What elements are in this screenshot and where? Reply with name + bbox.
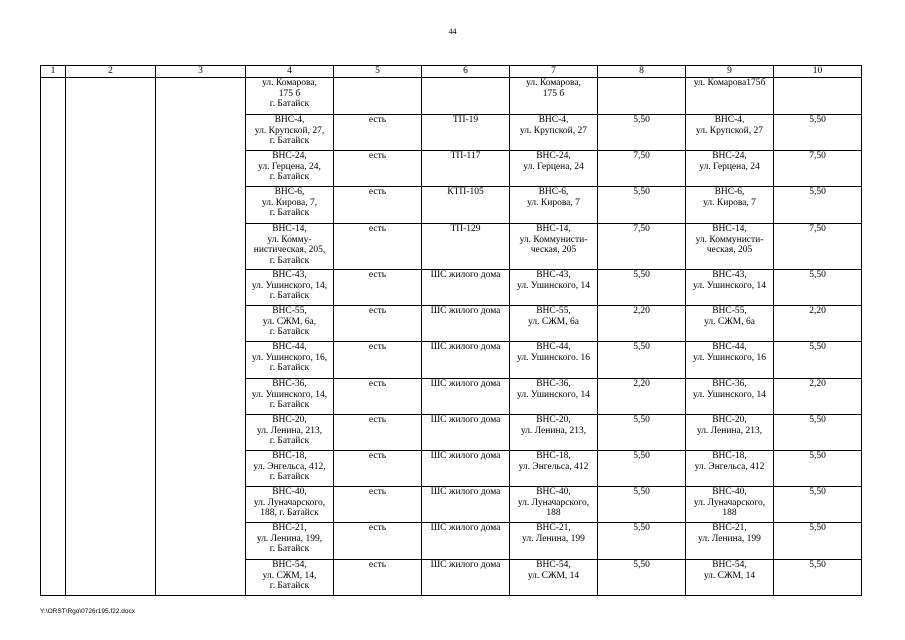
table-cell-col10	[774, 379, 862, 415]
table-cell-col8	[598, 115, 686, 151]
table-cell-col8	[598, 487, 686, 523]
column-header: 3	[156, 66, 246, 78]
table-cell-col1	[41, 306, 66, 342]
table-cell-col9	[686, 379, 774, 415]
column-header: 1	[41, 66, 66, 78]
table-cell-col8	[598, 78, 686, 115]
table-row	[41, 224, 862, 270]
table-cell-col10	[774, 451, 862, 487]
table-cell-col6	[422, 151, 510, 187]
table-cell-col4	[246, 187, 334, 224]
table-cell-col9	[686, 451, 774, 487]
cell-text: 5,50	[633, 115, 650, 125]
table-cell-col10	[774, 224, 862, 270]
table-cell-col6	[422, 224, 510, 270]
table-cell-col9	[686, 523, 774, 560]
table-cell-col5	[334, 523, 422, 560]
table-cell-col5	[334, 224, 422, 270]
cell-text: КТП-105	[447, 187, 484, 197]
table-row	[41, 415, 862, 451]
table-cell-col2	[66, 523, 156, 560]
cell-text: ВНС-43, ул. Ушинского, 14	[693, 270, 766, 291]
table-cell-col8	[598, 451, 686, 487]
table-cell-col1	[41, 78, 66, 115]
footer-file-path: Y:\ORST\Rgo\0726r195.f22.docx	[40, 608, 136, 615]
table-cell-col6	[422, 306, 510, 342]
table-cell-col10	[774, 415, 862, 451]
cell-text: есть	[368, 151, 387, 161]
cell-text: ВНС-20, ул. Ленина, 213, г. Батайск	[256, 415, 323, 446]
cell-text: ШС жилого дома	[430, 523, 501, 533]
table-cell-col8	[598, 523, 686, 560]
table-cell-col5	[334, 115, 422, 151]
cell-text: 2,20	[633, 306, 650, 316]
table-cell-col2	[66, 270, 156, 306]
column-header: 8	[598, 66, 686, 78]
table-cell-col9	[686, 270, 774, 306]
table-cell-col9	[686, 560, 774, 596]
table-cell-col5	[334, 78, 422, 115]
cell-text: ВНС-40, ул. Луначарского, 188	[517, 487, 590, 518]
cell-text: ВНС-21, ул. Ленина, 199	[522, 523, 585, 544]
table-body	[41, 78, 862, 596]
cell-text: 5,50	[809, 487, 826, 497]
table-cell-col7	[510, 224, 598, 270]
table-cell-col5	[334, 270, 422, 306]
table-cell-col10	[774, 487, 862, 523]
table-cell-col2	[66, 78, 156, 115]
cell-text: ШС жилого дома	[430, 451, 501, 461]
table-cell-col4	[246, 523, 334, 560]
table-cell-col5	[334, 487, 422, 523]
table-cell-col1	[41, 560, 66, 596]
table-cell-col8	[598, 306, 686, 342]
table-cell-col6	[422, 451, 510, 487]
table-row	[41, 115, 862, 151]
cell-text: 5,50	[633, 451, 650, 461]
cell-text: ВНС-20, ул. Ленина, 213,	[520, 415, 587, 436]
cell-text: есть	[368, 187, 387, 197]
cell-text: ВНС-36, ул. Ушинского, 14	[517, 379, 590, 400]
table-cell-col6	[422, 523, 510, 560]
table-cell-col4	[246, 270, 334, 306]
table-cell-col8	[598, 224, 686, 270]
table-row	[41, 342, 862, 379]
table-cell-col9	[686, 115, 774, 151]
table-cell-col6	[422, 560, 510, 596]
table-cell-col7	[510, 379, 598, 415]
document-table-wrap	[40, 65, 862, 596]
table-cell-col4	[246, 224, 334, 270]
cell-text: есть	[368, 224, 387, 234]
cell-text: 5,50	[809, 560, 826, 570]
cell-text: 5,50	[809, 270, 826, 280]
cell-text: ВНС-24, ул. Герцена, 24, г. Батайск	[258, 151, 321, 182]
table-cell-col10	[774, 187, 862, 224]
table-cell-col10	[774, 523, 862, 560]
table-cell-col2	[66, 224, 156, 270]
cell-text: есть	[368, 523, 387, 533]
table-cell-col10	[774, 270, 862, 306]
table-cell-col8	[598, 342, 686, 379]
table-cell-col10	[774, 115, 862, 151]
table-cell-col2	[66, 306, 156, 342]
cell-text: ВНС-21, ул. Ленина, 199	[698, 523, 761, 544]
table-cell-col6	[422, 379, 510, 415]
table-cell-col1	[41, 415, 66, 451]
table-cell-col4	[246, 379, 334, 415]
table-cell-col7	[510, 560, 598, 596]
table-cell-col9	[686, 78, 774, 115]
cell-text: 5,50	[633, 560, 650, 570]
table-cell-col2	[66, 451, 156, 487]
table-cell-col5	[334, 379, 422, 415]
cell-text: ВНС-43, ул. Ушинского, 14, г. Батайск	[251, 270, 328, 301]
table-cell-col3	[156, 224, 246, 270]
column-header: 9	[686, 66, 774, 78]
table-cell-col5	[334, 342, 422, 379]
table-cell-col3	[156, 379, 246, 415]
cell-text: ШС жилого дома	[430, 487, 501, 497]
cell-text: 2,20	[633, 379, 650, 389]
column-header: 5	[334, 66, 422, 78]
table-cell-col5	[334, 451, 422, 487]
cell-text: ШС жилого дома	[430, 415, 501, 425]
table-cell-col2	[66, 342, 156, 379]
table-cell-col10	[774, 560, 862, 596]
cell-text: ВНС-54, ул. СЖМ, 14	[527, 560, 580, 581]
cell-text: 5,50	[809, 187, 826, 197]
table-cell-col5	[334, 306, 422, 342]
table-cell-col1	[41, 187, 66, 224]
table-cell-col10	[774, 151, 862, 187]
table-cell-col4	[246, 560, 334, 596]
cell-text: ВНС-18, ул. Энгельса, 412	[694, 451, 765, 472]
cell-text: есть	[368, 115, 387, 125]
table-cell-col5	[334, 151, 422, 187]
cell-text: ВНС-40, ул. Луначарского, 188, г. Батайск	[253, 487, 326, 518]
table-row	[41, 151, 862, 187]
table-cell-col2	[66, 115, 156, 151]
cell-text: ул. Комарова175б	[693, 78, 766, 88]
table-cell-col9	[686, 487, 774, 523]
table-cell-col7	[510, 487, 598, 523]
cell-text: ВНС-54, ул. СЖМ, 14, г. Батайск	[262, 560, 317, 591]
table-cell-col3	[156, 270, 246, 306]
cell-text: ВНС-20, ул. Ленина, 213,	[696, 415, 763, 436]
table-cell-col10	[774, 78, 862, 115]
cell-text: ВНС-18, ул. Энгельса, 412	[518, 451, 589, 472]
table-cell-col3	[156, 342, 246, 379]
cell-text: 2,20	[809, 306, 826, 316]
cell-text: ТП-19	[452, 115, 479, 125]
column-header: 10	[774, 66, 862, 78]
table-cell-col6	[422, 187, 510, 224]
table-cell-col2	[66, 560, 156, 596]
table-cell-col4	[246, 151, 334, 187]
table-cell-col3	[156, 187, 246, 224]
table-cell-col3	[156, 151, 246, 187]
table-cell-col4	[246, 306, 334, 342]
cell-text: ШС жилого дома	[430, 560, 501, 570]
table-row	[41, 187, 862, 224]
table-cell-col6	[422, 487, 510, 523]
cell-text: ул. Комарова, 175 б г. Батайск	[262, 78, 317, 109]
cell-text: 5,50	[809, 115, 826, 125]
table-cell-col8	[598, 270, 686, 306]
cell-text: ТП-117	[450, 151, 481, 161]
table-cell-col7	[510, 342, 598, 379]
cell-text: есть	[368, 306, 387, 316]
table-cell-col4	[246, 487, 334, 523]
page-number: 44	[448, 27, 457, 36]
table-cell-col3	[156, 306, 246, 342]
column-header: 4	[246, 66, 334, 78]
cell-text: ВНС-6, ул. Кирова, 7, г. Батайск	[261, 187, 318, 218]
cell-text: ВНС-14, ул. Коммунисти- ческая, 205	[695, 224, 764, 255]
cell-text: ВНС-54, ул. СЖМ, 14	[703, 560, 756, 581]
table-cell-col8	[598, 415, 686, 451]
table-cell-col9	[686, 415, 774, 451]
table-cell-col1	[41, 487, 66, 523]
table-cell-col6	[422, 115, 510, 151]
cell-text: ВНС-6, ул. Кирова, 7	[527, 187, 580, 208]
cell-text: 5,50	[633, 523, 650, 533]
cell-text: 5,50	[809, 451, 826, 461]
table-cell-col7	[510, 151, 598, 187]
table-row	[41, 451, 862, 487]
table-row	[41, 560, 862, 596]
table-cell-col1	[41, 523, 66, 560]
cell-text: ВНС-55, ул. СЖМ, 6а	[704, 306, 755, 327]
table-cell-col2	[66, 187, 156, 224]
table-cell-col2	[66, 151, 156, 187]
table-row	[41, 487, 862, 523]
table-header-row	[41, 66, 862, 78]
table-cell-col2	[66, 379, 156, 415]
table-cell-col9	[686, 306, 774, 342]
cell-text: 5,50	[633, 487, 650, 497]
cell-text: ШС жилого дома	[430, 342, 501, 352]
table-cell-col10	[774, 342, 862, 379]
table-cell-col8	[598, 379, 686, 415]
table-cell-col7	[510, 415, 598, 451]
cell-text: ВНС-4, ул. Крупской, 27	[519, 115, 588, 136]
table-cell-col4	[246, 342, 334, 379]
cell-text: ВНС-44, ул. Ушинского. 16	[517, 342, 590, 363]
table-cell-col6	[422, 342, 510, 379]
cell-text: 5,50	[809, 523, 826, 533]
table-cell-col1	[41, 224, 66, 270]
cell-text: ВНС-55, ул. СЖМ, 6а	[528, 306, 579, 327]
cell-text: ВНС-14, ул. Коммунисти- ческая, 205	[519, 224, 588, 255]
table-cell-col10	[774, 306, 862, 342]
table-cell-col6	[422, 415, 510, 451]
table-cell-col9	[686, 342, 774, 379]
table-cell-col3	[156, 415, 246, 451]
table-cell-col8	[598, 560, 686, 596]
cell-text: ВНС-4, ул. Крупской, 27, г. Батайск	[254, 115, 325, 146]
cell-text: ВНС-21, ул. Ленина, 199, г. Батайск	[256, 523, 323, 554]
cell-text: 5,50	[809, 342, 826, 352]
table-cell-col3	[156, 523, 246, 560]
cell-text: есть	[368, 270, 387, 280]
cell-text: ВНС-44, ул. Ушинского, 16	[693, 342, 766, 363]
table-cell-col9	[686, 224, 774, 270]
table-cell-col2	[66, 487, 156, 523]
cell-text: ШС жилого дома	[430, 270, 501, 280]
cell-text: ВНС-36, ул. Ушинского, 14	[693, 379, 766, 400]
table-cell-col3	[156, 115, 246, 151]
cell-text: 5,50	[633, 342, 650, 352]
cell-text: 5,50	[809, 415, 826, 425]
table-cell-col5	[334, 415, 422, 451]
table-cell-col6	[422, 270, 510, 306]
cell-text: ВНС-24, ул. Герцена, 24	[699, 151, 760, 172]
cell-text: есть	[368, 415, 387, 425]
table-cell-col7	[510, 187, 598, 224]
table-cell-col3	[156, 451, 246, 487]
cell-text: ВНС-24, ул. Герцена, 24	[523, 151, 584, 172]
cell-text: ВНС-4, ул. Крупской, 27	[695, 115, 764, 136]
table-cell-col8	[598, 187, 686, 224]
column-header: 7	[510, 66, 598, 78]
table-cell-col3	[156, 487, 246, 523]
table-cell-col3	[156, 560, 246, 596]
table-cell-col6	[422, 78, 510, 115]
table-cell-col7	[510, 451, 598, 487]
cell-text: ВНС-36, ул. Ушинского, 14, г. Батайск	[251, 379, 328, 410]
table-row	[41, 306, 862, 342]
cell-text: ШС жилого дома	[430, 379, 501, 389]
table-cell-col4	[246, 415, 334, 451]
table-cell-col7	[510, 115, 598, 151]
cell-text: ВНС-44, ул. Ушинского, 16, г. Батайск	[251, 342, 328, 373]
cell-text: 2,20	[809, 379, 826, 389]
table-cell-col1	[41, 379, 66, 415]
cell-text: ВНС-43, ул. Ушинского, 14	[517, 270, 590, 291]
table-cell-col5	[334, 187, 422, 224]
table-cell-col4	[246, 78, 334, 115]
table-cell-col4	[246, 115, 334, 151]
table-cell-col7	[510, 78, 598, 115]
table-cell-col3	[156, 78, 246, 115]
cell-text: есть	[368, 487, 387, 497]
cell-text: 7,50	[809, 224, 826, 234]
table-cell-col8	[598, 151, 686, 187]
table-cell-col1	[41, 451, 66, 487]
cell-text: 7,50	[809, 151, 826, 161]
cell-text: ВНС-40, ул. Луначарского, 188	[693, 487, 766, 518]
cell-text: 5,50	[633, 415, 650, 425]
table-row	[41, 523, 862, 560]
cell-text: ВНС-14, ул. Комму- нистическая, 205, г. Батайск	[253, 224, 326, 266]
table-cell-col5	[334, 560, 422, 596]
table-cell-col1	[41, 151, 66, 187]
table-cell-col7	[510, 270, 598, 306]
cell-text: ВНС-55, ул. СЖМ, 6а, г. Батайск	[262, 306, 317, 337]
cell-text: есть	[368, 560, 387, 570]
cell-text: 7,50	[633, 151, 650, 161]
cell-text: есть	[368, 379, 387, 389]
cell-text: есть	[368, 342, 387, 352]
table-row	[41, 379, 862, 415]
cell-text: есть	[368, 451, 387, 461]
cell-text: ул. Комарова, 175 б	[526, 78, 581, 99]
cell-text: 5,50	[633, 187, 650, 197]
cell-text: ВНС-18, ул. Энгельса, 412, г. Батайск	[253, 451, 326, 482]
table-cell-col4	[246, 451, 334, 487]
column-header: 2	[66, 66, 156, 78]
cell-text: ШС жилого дома	[430, 306, 501, 316]
table-cell-col9	[686, 187, 774, 224]
table-row	[41, 78, 862, 115]
document-table	[40, 65, 862, 596]
column-header: 6	[422, 66, 510, 78]
table-cell-col7	[510, 306, 598, 342]
table-cell-col2	[66, 415, 156, 451]
table-cell-col1	[41, 270, 66, 306]
cell-text: 5,50	[633, 270, 650, 280]
cell-text: ВНС-6, ул. Кирова, 7	[703, 187, 756, 208]
table-cell-col9	[686, 151, 774, 187]
table-cell-col1	[41, 342, 66, 379]
table-row	[41, 270, 862, 306]
table-cell-col1	[41, 115, 66, 151]
cell-text: ТП-129	[450, 224, 481, 234]
cell-text: 7,50	[633, 224, 650, 234]
table-cell-col7	[510, 523, 598, 560]
